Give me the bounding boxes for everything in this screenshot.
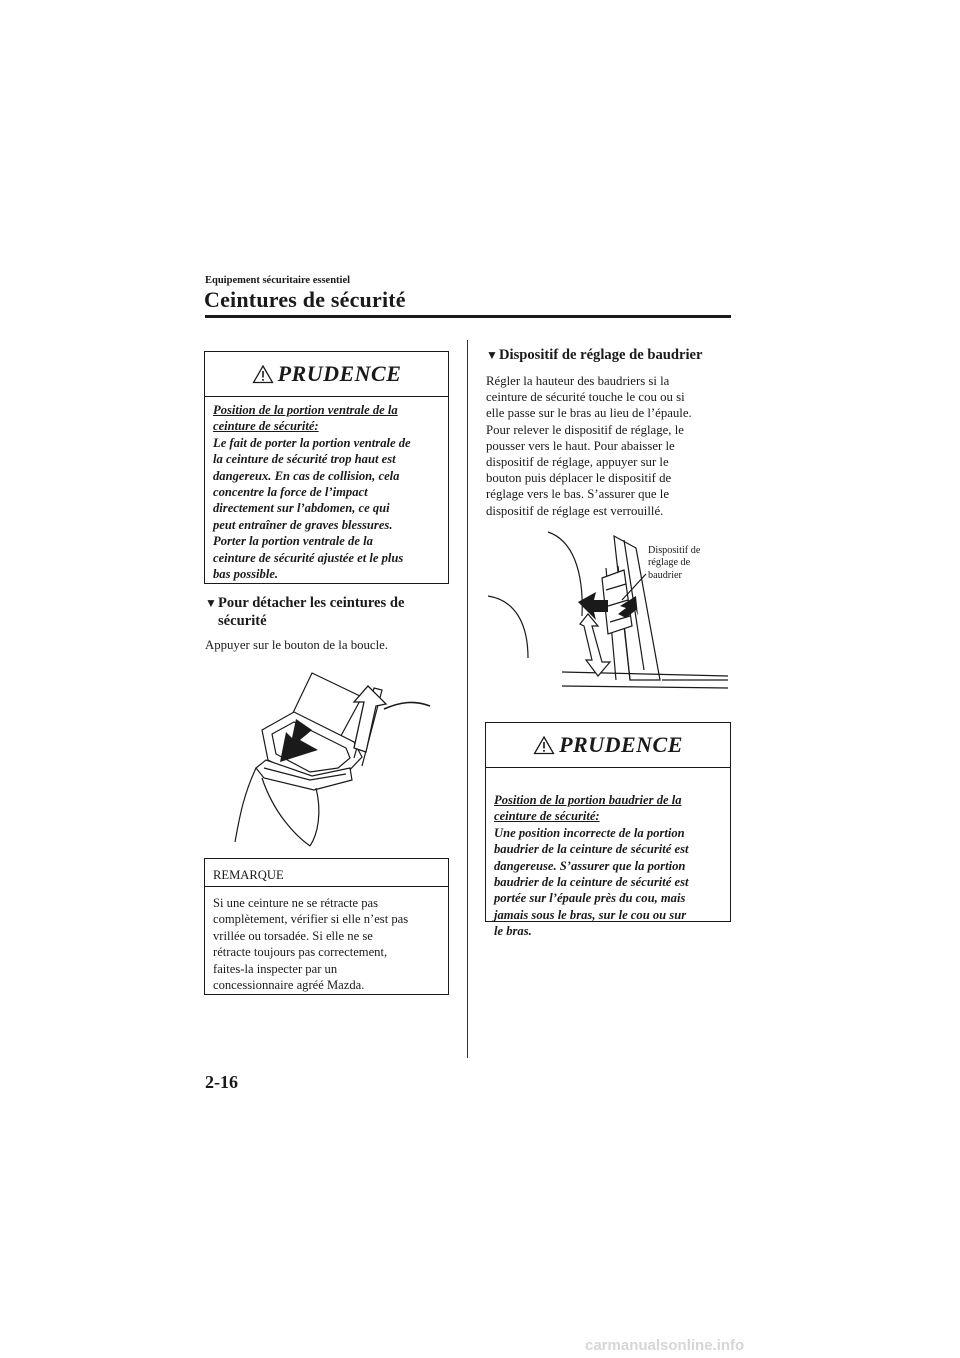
buckle-illustration <box>234 664 434 849</box>
warning-label: PRUDENCE <box>559 732 683 757</box>
warning-line: portée sur l’épaule près du cou, mais <box>494 891 686 906</box>
title-rule <box>205 315 731 318</box>
watermark: carmanualsonline.info <box>585 1337 745 1354</box>
warning-line: ceinture de sécurité ajustée et le plus <box>213 550 404 565</box>
warning-label: PRUDENCE <box>277 361 402 386</box>
warning-line: la ceinture de sécurité trop haut est <box>213 452 396 467</box>
warning-line: Le fait de porter la portion ventrale de <box>213 435 411 450</box>
section-title-line1: Pour détacher les ceintures de <box>218 595 405 611</box>
note-body <box>205 887 448 993</box>
warning-line: dangereux. En cas de collision, cela <box>213 468 400 483</box>
note-label: REMARQUE <box>205 859 448 887</box>
adjuster-callout <box>648 545 700 582</box>
text-line: Pour relever le dispositif de réglage, le <box>486 422 684 437</box>
warning-line: le bras. <box>494 924 532 939</box>
note-box <box>204 858 449 995</box>
section-heading-unbuckle <box>205 594 455 630</box>
warning-body <box>205 397 448 582</box>
section-title: Dispositif de réglage de baudrier <box>499 347 703 363</box>
callout-line: Dispositif de <box>648 545 701 556</box>
text-line: réglage vers le bas. S’assurer que le <box>486 487 669 502</box>
section-title-line2: sécurité <box>218 613 267 629</box>
warning-line: bas possible. <box>213 567 279 582</box>
warning-heading: Position de la portion baudrier de la ceinture de sécurité: <box>494 793 682 824</box>
warning-line: Porter la portion ventrale de la <box>213 534 373 549</box>
column-divider <box>467 340 468 1058</box>
warning-box-lap-belt <box>204 351 449 584</box>
callout-line: baudrier <box>648 569 682 581</box>
page-number: 2-16 <box>205 1072 238 1092</box>
warning-line: baudrier de la ceinture de sécurité est <box>494 875 689 890</box>
warning-triangle-icon <box>533 735 555 755</box>
note-line: rétracte toujours pas correctement, <box>213 945 388 960</box>
warning-line: jamais sous le bras, sur le cou ou sur <box>494 907 687 922</box>
warning-line: Une position incorrecte de la portion <box>494 825 685 840</box>
warning-header <box>486 723 730 768</box>
section-text-shoulder-adjuster <box>486 373 731 519</box>
text-line: bouton puis déplacer le dispositif de <box>486 471 672 486</box>
text-line: dispositif de réglage, appuyer sur le <box>486 455 669 470</box>
section-marker-icon: ▼ <box>205 596 217 610</box>
text-line: pousser vers le haut. Pour abaisser le <box>486 438 675 453</box>
warning-box-shoulder-belt <box>485 722 731 939</box>
section-marker-icon: ▼ <box>486 348 498 362</box>
note-line: faites-la inspecter par un <box>213 961 338 976</box>
page-title: Ceintures de sécurité <box>204 287 406 312</box>
note-line: vrillée ou torsadée. Si elle ne se <box>213 928 373 943</box>
text-line: ceinture de sécurité touche le cou ou si <box>486 390 685 405</box>
warning-triangle-icon <box>252 364 274 384</box>
warning-header <box>205 352 448 397</box>
warning-line: baudrier de la ceinture de sécurité est <box>494 842 689 857</box>
callout-line: réglage de <box>648 557 691 569</box>
warning-line: peut entraîner de graves blessures. <box>213 517 393 532</box>
warning-line: dangereuse. S’assurer que la portion <box>494 858 686 873</box>
note-line: complètement, vérifier si elle n’est pas <box>213 912 409 927</box>
section-kicker: Equipement sécuritaire essentiel <box>205 275 351 286</box>
note-line: concessionnaire agréé Mazda. <box>213 978 365 993</box>
warning-heading: Position de la portion ventrale de la ceinture de sécurité: <box>213 403 398 434</box>
section-heading-shoulder-adjuster <box>486 346 736 364</box>
text-line: dispositif de réglage est verrouillé. <box>486 503 664 518</box>
warning-line: directement sur l’abdomen, ce qui <box>213 501 390 516</box>
text-line: Régler la hauteur des baudriers si la <box>486 374 670 388</box>
warning-line: concentre la force de l’impact <box>213 485 368 500</box>
warning-body <box>486 768 730 940</box>
section-text-unbuckle: Appuyer sur le bouton de la boucle. <box>205 638 389 652</box>
note-line: Si une ceinture ne se rétracte pas <box>213 896 379 910</box>
text-line: elle passe sur le bras au lieu de l’épaule. <box>486 406 692 421</box>
